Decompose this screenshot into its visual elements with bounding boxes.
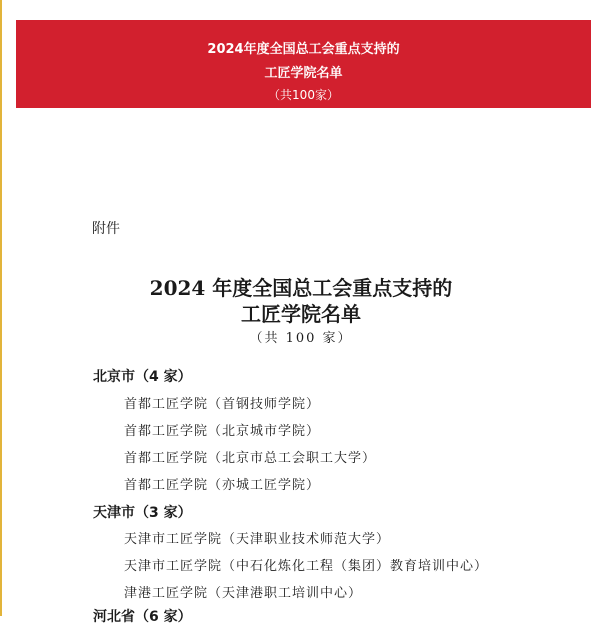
region-heading-next-text: 河北省（6 家） [93, 609, 192, 625]
list-item: 首都工匠学院（北京城市学院） [124, 424, 321, 439]
region-heading-next-partial [93, 608, 203, 625]
banner-title-line2: 工匠学院名单 [264, 66, 343, 81]
list-item: 首都工匠学院（首钢技师学院） [124, 397, 321, 412]
list-item: 天津市工匠学院（中石化炼化工程（集团）教育培训中心） [124, 559, 489, 574]
list-item: 首都工匠学院（亦城工匠学院） [124, 478, 321, 493]
attachment-label: 附件 [92, 221, 120, 237]
region-heading-beijing: 北京市（4 家） [93, 369, 192, 385]
banner-count: （共100家） [268, 88, 339, 102]
document-title-line1: 2024 年度全国总工会重点支持的 [149, 276, 453, 300]
list-item: 首都工匠学院（北京市总工会职工大学） [124, 451, 377, 466]
banner-title-line1: 2024年度全国总工会重点支持的 [207, 42, 400, 57]
document-title-line2: 工匠学院名单 [241, 302, 361, 326]
list-item: 天津市工匠学院（天津职业技术师范大学） [124, 532, 391, 547]
list-item: 津港工匠学院（天津港职工培训中心） [124, 586, 363, 601]
title-banner [16, 20, 591, 108]
document-count: （共 100 家） [249, 331, 353, 346]
region-heading-tianjin: 天津市（3 家） [93, 505, 192, 521]
